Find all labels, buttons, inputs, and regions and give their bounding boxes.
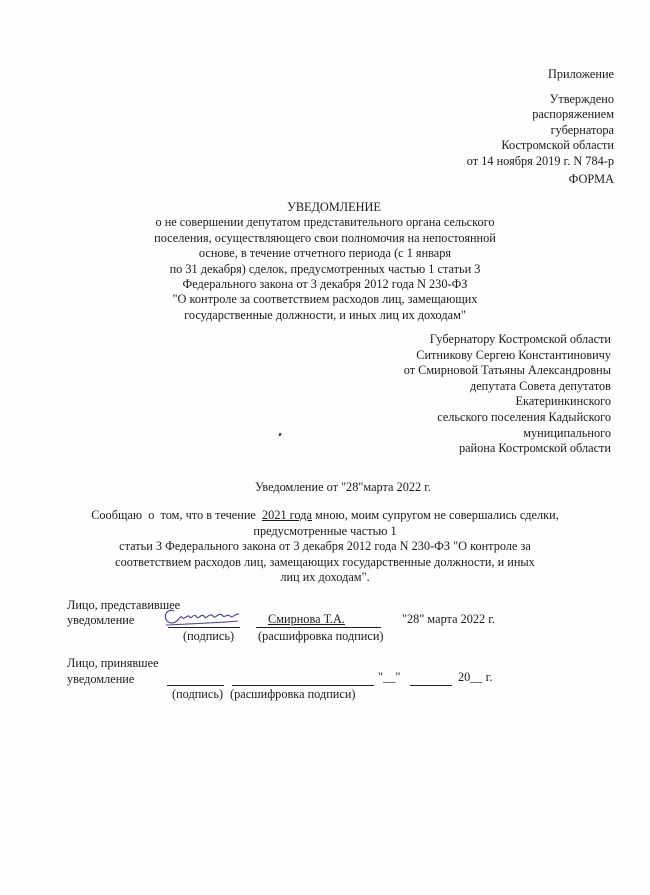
- body-line: предусмотренные частью 1: [253, 523, 397, 538]
- title-line: "О контроле за соответствием расходов лиц, замещающих: [172, 292, 478, 307]
- document-title: УВЕДОМЛЕНИЕ: [287, 200, 381, 214]
- title-line: государственные должности, и иных лиц их доходам": [184, 307, 466, 322]
- notice-date-line: [18, 480, 650, 495]
- decode-caption: (расшифровка подписи): [258, 629, 384, 643]
- submitted-label: Лицо, представившее: [67, 598, 181, 612]
- title-line: о не совершении депутатом представительного органа сельского: [155, 215, 495, 230]
- title-line: основе, в течение отчетного периода (с 1 января: [198, 246, 452, 261]
- signature-caption: (подпись): [183, 629, 235, 643]
- received-decode-caption: (расшифровка подписи): [230, 687, 356, 701]
- body-line: [0, 508, 650, 524]
- appendix-label: Приложение: [548, 67, 614, 81]
- received-label: Лицо, принявшее: [67, 656, 159, 670]
- addressee-line: депутата Совета депутатов: [469, 378, 611, 393]
- addressee-line: Екатеринкинского: [515, 394, 611, 409]
- form-label: ФОРМА: [568, 172, 614, 186]
- addressee-line: муниципального: [523, 425, 611, 440]
- submitter-name-text: Смирнова Т.А.: [268, 612, 345, 626]
- received-date-year: 20__ г.: [458, 670, 493, 684]
- addressee-line: сельского поселения Кадыйского: [437, 409, 611, 424]
- approval-line: распоряжением: [532, 107, 614, 122]
- notice-date: Уведомление от "28"марта 2022 г.: [255, 480, 431, 494]
- approval-line: Костромской области: [501, 138, 614, 153]
- approval-line: Утверждено: [549, 92, 614, 106]
- scan-speck: [279, 433, 282, 437]
- submitter-name: [268, 612, 345, 627]
- reporting-year: 2021 года: [262, 508, 312, 522]
- signature-underline: [168, 627, 240, 628]
- title-block: [0, 200, 650, 323]
- addressee-line: от Смирновой Татьяны Александровны: [403, 363, 611, 378]
- addressee-block: [404, 332, 611, 457]
- addressee-line: Губернатору Костромской области: [429, 332, 611, 346]
- body-prefix: Сообщаю о том, что в течение: [91, 508, 263, 522]
- signature-icon: [160, 603, 242, 629]
- title-line: по 31 декабря) сделок, предусмотренных частью 1 статьи 3: [169, 261, 481, 276]
- received-name-line: [232, 685, 374, 686]
- title-line: поселения, осуществляющего свои полномочия на непостоянной: [154, 230, 496, 245]
- received-date-day: "__": [378, 670, 401, 684]
- approval-block: [467, 92, 614, 169]
- approval-line: от 14 ноября 2019 г. N 784-р: [466, 153, 614, 168]
- handwritten-signature: [160, 603, 242, 629]
- body-line: соответствием расходов лиц, замещающих государственные должности, и иных: [115, 554, 535, 569]
- approval-line: губернатора: [550, 122, 614, 137]
- submitted-label: уведомление: [67, 613, 135, 627]
- received-label: уведомление: [67, 672, 135, 686]
- addressee-line: района Костромской области: [458, 441, 611, 456]
- body-suffix: мною, моим супругом не совершались сделки,: [311, 508, 559, 522]
- body-line: лиц их доходам".: [280, 570, 370, 585]
- body-line: статьи 3 Федерального закона от 3 декабря 2012 года N 230-ФЗ "О контроле за: [119, 539, 531, 554]
- received-sign-line: [167, 685, 224, 686]
- body-block: [0, 508, 650, 586]
- name-underline: [256, 627, 381, 628]
- addressee-line: Ситникову Сергею Константиновичу: [416, 347, 611, 362]
- title-line: Федерального закона от 3 декабря 2012 года N 230-ФЗ: [182, 277, 468, 292]
- submitted-date: "28" марта 2022 г.: [402, 612, 496, 626]
- received-signature-caption: (подпись): [172, 687, 224, 701]
- received-month-line: [410, 685, 452, 686]
